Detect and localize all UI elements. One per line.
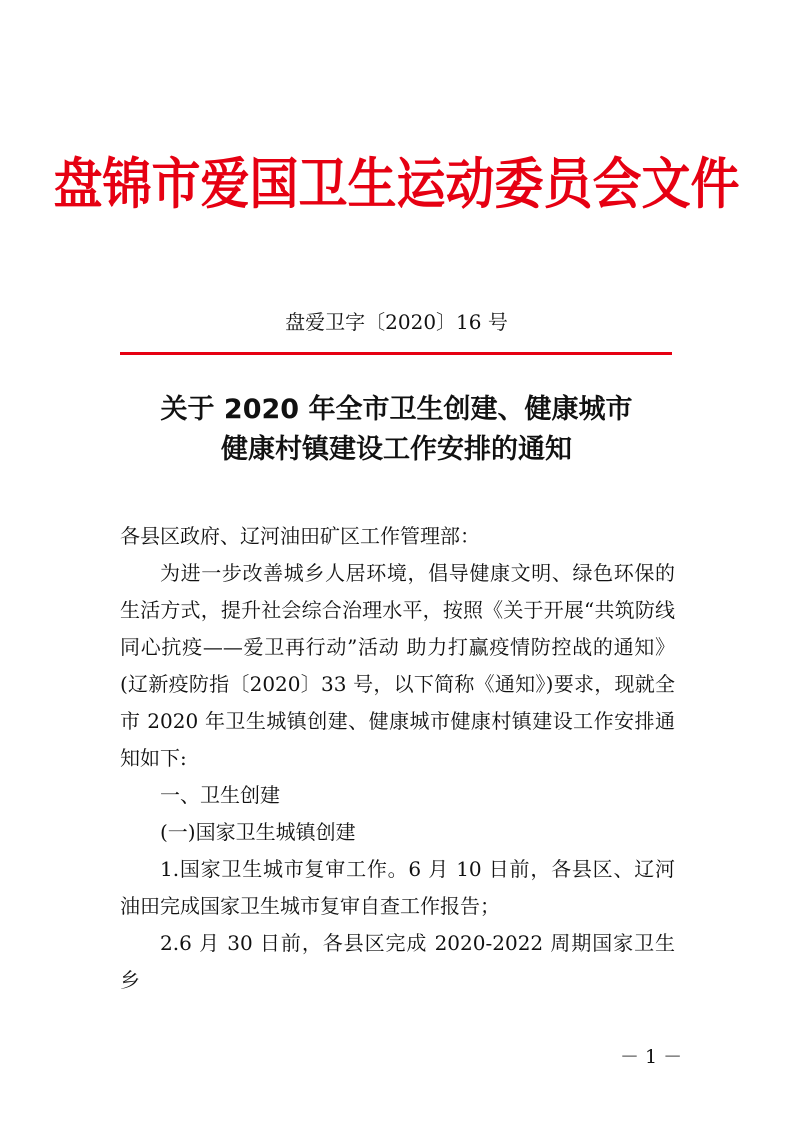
intro-paragraph: 为进一步改善城乡人居环境，倡导健康文明、绿色环保的生活方式，提升社会综合治理水平，按照《关于开展“共筑防线 同心抗疫——爱卫再行动”活动 助力打赢疫情防控战的通知》(辽新疫防指〔2020〕33 号，以下简称《通知》)要求，现就全市 2020 年卫生城镇创建、健康城市健康村镇建设工作安排通知如下: xyxy=(120,561,695,770)
issuer-header-title: 盘锦市爱国卫生运动委员会文件 xyxy=(53,152,740,217)
document-title xyxy=(0,390,793,470)
document-title-line-1: 关于 2020 年全市卫生创建、健康城市 xyxy=(160,394,633,425)
list-item-1: 1.国家卫生城市复审工作。6 月 10 日前，各县区、辽河油田完成国家卫生城市复审自查工作报告； xyxy=(120,857,675,918)
section-heading-hygiene-creation: 一、卫生创建 xyxy=(160,783,280,807)
red-divider-line xyxy=(120,352,672,355)
document-number: 盘爱卫字〔2020〕16 号 xyxy=(285,310,508,334)
list-item-2: 2.6 月 30 日前，各县区完成 2020-2022 周期国家卫生乡 xyxy=(120,931,675,992)
salutation: 各县区政府、辽河油田矿区工作管理部： xyxy=(120,524,480,548)
page-number: － 1 － xyxy=(620,1046,683,1068)
subsection-heading-national-hygiene: (一)国家卫生城镇创建 xyxy=(160,820,356,844)
document-body xyxy=(120,518,695,999)
document-title-line-2: 健康村镇建设工作安排的通知 xyxy=(221,434,572,465)
